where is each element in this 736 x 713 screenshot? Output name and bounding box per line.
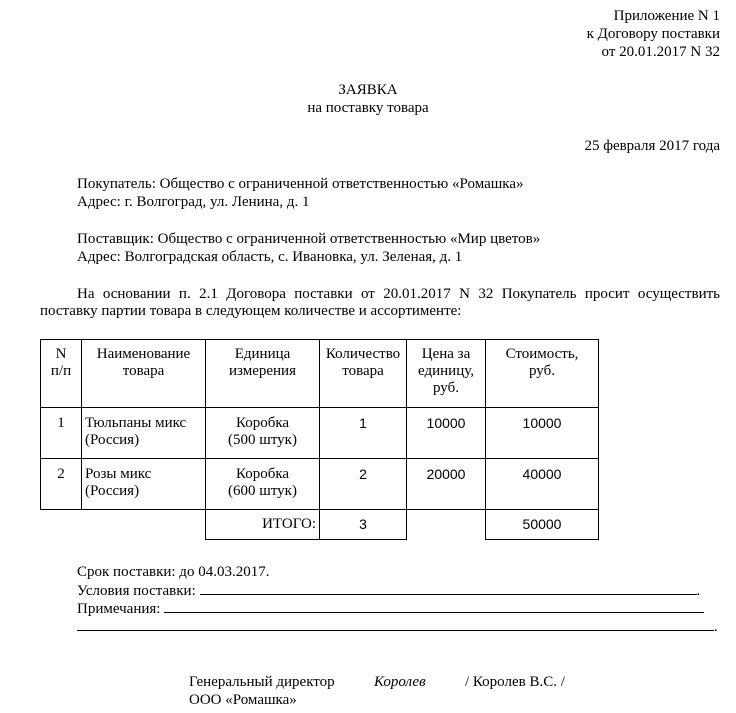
header-name: Наименование товара — [82, 340, 206, 408]
order-table — [40, 339, 599, 540]
conditions-label: Условия поставки: — [77, 583, 196, 599]
delivery-notes — [77, 600, 717, 618]
supplier-address: Адрес: Волгоградская область, с. Ивановка, ул. Зеленая, д. 1 — [77, 249, 463, 265]
header-qty: Количество товара — [320, 340, 407, 408]
basis-line-2: поставку партии товара в следующем количестве и ассортименте: — [40, 303, 462, 319]
total-blank-3 — [407, 510, 486, 540]
row-price: 20000 — [407, 459, 486, 510]
signatory-name: / Королев В.С. / — [465, 674, 565, 690]
appendix-line-2: к Договору поставки — [586, 26, 720, 42]
document-subtitle: на поставку товара — [307, 100, 429, 116]
supplier-line: Поставщик: Общество с ограниченной ответственностью «Мир цветов» — [77, 231, 541, 247]
row-name: Розы микс (Россия) — [82, 459, 206, 510]
table-row — [41, 408, 599, 459]
conditions-end-dot: . — [696, 583, 701, 599]
total-blank-1 — [41, 510, 82, 540]
appendix-line-3: от 20.01.2017 N 32 — [601, 44, 720, 60]
signatory-position: Генеральный директор — [189, 674, 335, 690]
row-cost: 10000 — [486, 408, 599, 459]
row-unit: Коробка (600 штук) — [206, 459, 320, 510]
header-num: N п/п — [41, 340, 82, 408]
buyer-line: Покупатель: Общество с ограниченной ответственностью «Ромашка» — [77, 176, 524, 192]
row-price: 10000 — [407, 408, 486, 459]
row-name: Тюльпаны микс (Россия) — [82, 408, 206, 459]
header-price: Цена за единицу, руб. — [407, 340, 486, 408]
total-label: ИТОГО: — [206, 510, 320, 540]
notes-extra-line — [77, 618, 722, 636]
row-qty: 1 — [320, 408, 407, 459]
basis-line-1: На основании п. 2.1 Договора поставки от 20.01.2017 N 32 Покупатель просит осуществить — [77, 286, 720, 302]
row-cost: 40000 — [486, 459, 599, 510]
row-qty: 2 — [320, 459, 407, 510]
table-total-row — [41, 510, 599, 540]
row-num: 2 — [41, 459, 82, 510]
notes-fill-line — [164, 600, 704, 613]
document-date: 25 февраля 2017 года — [584, 138, 720, 154]
document-title: ЗАЯВКА — [338, 82, 398, 98]
delivery-conditions — [77, 582, 717, 600]
header-cost: Стоимость, руб. — [486, 340, 599, 408]
signatory-org: ООО «Ромашка» — [189, 692, 297, 708]
buyer-address: Адрес: г. Волгоград, ул. Ленина, д. 1 — [77, 194, 310, 210]
notes-end-dot: . — [714, 619, 718, 635]
total-cost: 50000 — [486, 510, 599, 540]
notes-label: Примечания: — [77, 601, 161, 617]
delivery-term: Срок поставки: до 04.03.2017. — [77, 564, 270, 580]
signature-handwritten: Королев — [374, 674, 426, 690]
row-num: 1 — [41, 408, 82, 459]
row-unit: Коробка (500 штук) — [206, 408, 320, 459]
table-header-row — [41, 340, 599, 408]
total-qty: 3 — [320, 510, 407, 540]
conditions-fill-line — [200, 582, 697, 595]
table-row — [41, 459, 599, 510]
notes-fill-line-2 — [77, 618, 714, 631]
total-blank-2 — [82, 510, 206, 540]
header-unit: Единица измерения — [206, 340, 320, 408]
appendix-line-1: Приложение N 1 — [613, 8, 720, 24]
